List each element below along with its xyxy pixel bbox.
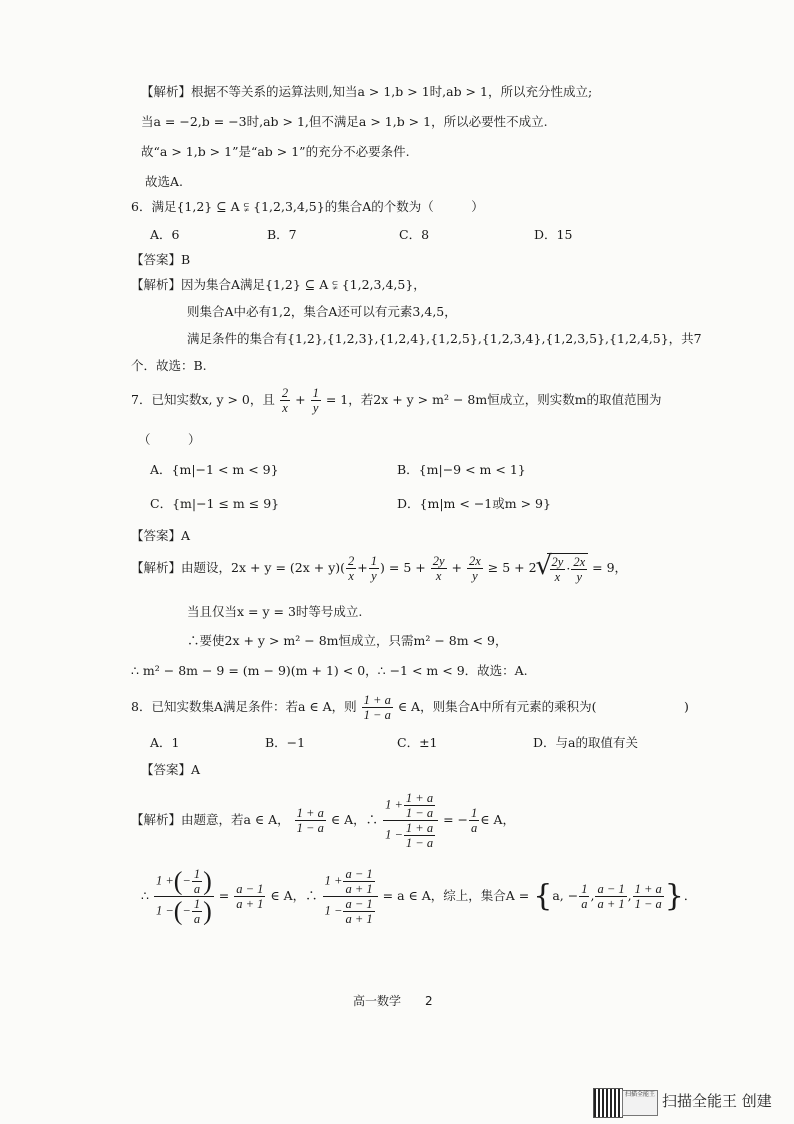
q6-explanation-line-3: 满足条件的集合有{1,2},{1,2,3},{1,2,4},{1,2,5},{1,2,3,4},{1,2,3,5},{1,2,4,5}，共7 [187,331,702,346]
q8-option-a: A．1 [150,735,180,750]
q6-option-a: A．6 [150,227,180,242]
q7-answer-paren: （ ） [138,432,201,447]
q8-answer: 【答案】A [141,762,201,777]
q8-exp-fraction: $\frac{1 + a}{1 - a}$ [296,806,324,835]
q7-fraction-2-over-x: $\frac{2}{x}$ [281,386,289,415]
page-footer: 高一数学 2 [353,994,433,1008]
scanner-logo: 扫描全能王 [622,1090,658,1116]
q8-option-c: C．±1 [397,735,438,750]
q8-option-d: D．与a的取值有关 [533,735,638,750]
q8-explanation-line-2: ∴ 1 +(− $\frac{1}{a}$ ) 1 −(− $\frac{1}{a}$ ) = $\frac{a - 1}{a + 1}$ ∈ A，∴ 1 + $\frac{a - 1}{a + 1}$ 1 − $\frac{a - 1}{a + 1}$ = a ∈ A，综上，集合A = {a, − $\frac{1}{a}$ , $\frac{a - 1}{a + 1}$ , $\frac{1 + a}{1 - a}$ }． [141,866,697,926]
q7-answer: 【答案】A [131,528,191,543]
q8-compound-fraction-3: 1 + $\frac{a - 1}{a + 1}$ 1 − $\frac{a - 1}{a + 1}$ [323,867,378,926]
q7-explanation-line-2: 当且仅当x = y = 3时等号成立. [187,604,363,619]
q5-explanation-line-2: 当a = −2,b = −3时,ab > 1,但不满足a > 1,b > 1，所以必要性不成立. [141,114,548,129]
q7-exp-fraction-2x-over-y: $\frac{2x}{y}$ [468,554,481,583]
q7-explanation-line-3: ∴要使2x + y > m² − 8m恒成立，只需m² − 8m < 9， [187,633,508,648]
q8-option-b: B．−1 [265,735,306,750]
q6-option-c: C．8 [399,227,430,242]
q7-option-b: B．{m|−9 < m < 1} [397,462,526,477]
q7-fraction-1-over-y: $\frac{1}{y}$ [312,386,319,415]
qr-code-icon [593,1088,623,1118]
q8-explanation-line-1: 【解析】由题意，若a ∈ A， $\frac{1 + a}{1 - a}$ ∈ A，∴ 1 + $\frac{1 + a}{1 - a}$ 1 − $\frac{1 + a}{1 - a}$ = − $\frac{1}{a}$ ∈ A， [131,791,516,850]
q8-compound-fraction-1: 1 + $\frac{1 + a}{1 - a}$ 1 − $\frac{1 + a}{1 - a}$ [383,791,438,850]
q6-stem: 6．满足{1,2} ⊆ A ⫋ {1,2,3,4,5}的集合A的个数为（ ） [131,199,484,214]
q8-fraction-a-minus-1: $\frac{a - 1}{a + 1}$ [236,882,264,911]
q7-stem-part-b: = 1，若2x + y > m² − 8m恒成立，则实数m的取值范围为 [325,392,662,407]
q8-stem: 8．已知实数集A满足条件：若a ∈ A，则 $\frac{1 + a}{1 - a}$ ∈ A，则集合A中所有元素的乘积为( ) [131,693,689,722]
q5-explanation-line-3: 故“a > 1,b > 1”是“ab > 1”的充分不必要条件. [141,144,410,159]
q5-explanation-line-1: 【解析】根据不等关系的运算法则,知当a > 1,b > 1时,ab > 1，所以充分性成立; [141,84,593,99]
q8-fraction-1-over-a: $\frac{1}{a}$ [471,806,478,835]
q8-stem-fraction: $\frac{1 + a}{1 - a}$ [363,693,391,722]
q7-exp-fraction-1-over-y: $\frac{1}{y}$ [370,554,378,583]
scanner-watermark: 扫描全能王 创建 [662,1092,772,1110]
q7-option-d: D．{m|m < −1或m > 9} [397,496,551,511]
q7-stem-part-a: 7．已知实数x, y > 0，且 [131,392,275,407]
q7-option-a: A．{m|−1 < m < 9} [150,462,279,477]
q6-option-b: B．7 [267,227,297,242]
q7-option-c: C．{m|−1 ≤ m ≤ 9} [150,496,280,511]
q6-explanation-line-1: 【解析】因为集合A满足{1,2} ⊆ A ⫋ {1,2,3,4,5}， [131,277,426,292]
q6-option-d: D．15 [534,227,573,242]
q7-exp-fraction-2y-over-x: $\frac{2y}{x}$ [432,554,445,583]
q5-explanation-line-4: 故选A. [145,174,184,189]
q7-exp-fraction-2-over-x: $\frac{2}{x}$ [348,554,355,583]
q7-stem: 7．已知实数x, y > 0，且 $\frac{2}{x}$ + $\frac{1}{y}$ = 1，若2x + y > m² − 8m恒成立，则实数m的取值范围为 [131,386,662,415]
q6-answer: 【答案】B [131,252,191,267]
q7-square-root: √ $\frac{2y}{x}$ · $\frac{2x}{y}$ [547,553,589,584]
q7-explanation-line-1: 【解析】由题设，2x + y = (2x + y)( $\frac{2}{x}$ + $\frac{1}{y}$ ) = 5 + $\frac{2y}{x}$ + $\frac{2x}{y}$ ≥ 5 + 2 √ $\frac{2y}{x}$ · $\frac{2x}{y}$ = 9， [131,553,627,584]
q6-explanation-line-2: 则集合A中必有1,2，集合A还可以有元素3,4,5， [187,304,457,319]
q7-explanation-line-4: ∴ m² − 8m − 9 = (m − 9)(m + 1) < 0，∴ −1 < m < 9．故选：A. [131,663,528,678]
q6-explanation-line-4: 个．故选：B. [131,358,207,373]
q8-compound-fraction-2: 1 +(− $\frac{1}{a}$ ) 1 −(− $\frac{1}{a}$ ) [155,866,212,926]
